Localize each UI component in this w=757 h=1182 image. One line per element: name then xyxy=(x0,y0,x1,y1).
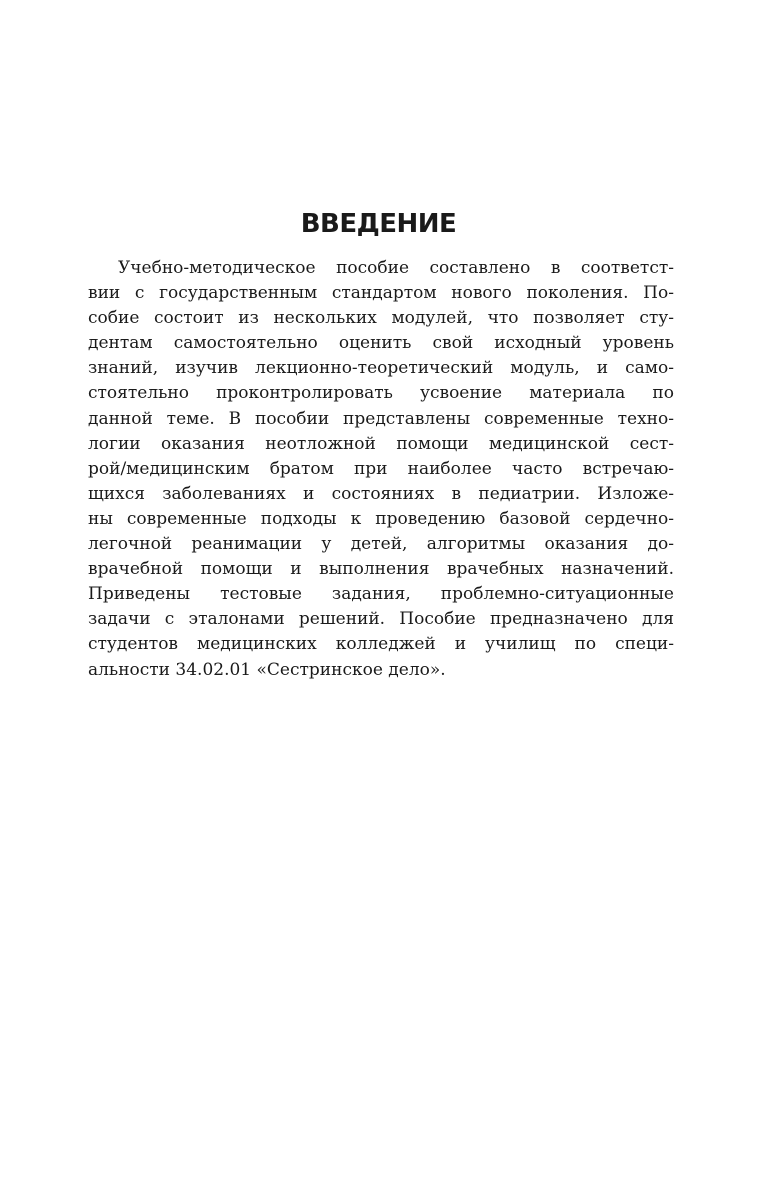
paragraph-line: логии оказания неотложной помощи медицинской сест- xyxy=(88,433,674,454)
paragraph-line: данной теме. В пособии представлены современные техно- xyxy=(88,408,674,429)
introduction-paragraph xyxy=(88,256,674,683)
paragraph-line: задачи с эталонами решений. Пособие предназначено для xyxy=(88,609,674,630)
paragraph-line: стоятельно проконтролировать усвоение материала по xyxy=(88,383,674,404)
paragraph-line: Приведены тестовые задания, проблемно-ситуационные xyxy=(88,584,674,605)
paragraph-line: легочной реанимации у детей, алгоритмы оказания до- xyxy=(88,534,674,555)
paragraph-line: врачебной помощи и выполнения врачебных назначений. xyxy=(88,559,674,580)
paragraph-line: альности 34.02.01 «Сестринское дело». xyxy=(88,659,446,680)
paragraph-line: рой/медицинским братом при наиболее часто встречаю- xyxy=(88,458,674,479)
paragraph-line: щихся заболеваниях и состояниях в педиатрии. Изложе- xyxy=(88,483,674,504)
paragraph-line: собие состоит из нескольких модулей, что позволяет сту- xyxy=(88,308,674,329)
paragraph-line: знаний, изучив лекционно-теоретический модуль, и само- xyxy=(88,358,674,379)
paragraph-line: вии с государственным стандартом нового поколения. По- xyxy=(88,283,674,304)
paragraph-line: студентов медицинских колледжей и училищ по специ- xyxy=(88,634,674,655)
paragraph-line: ны современные подходы к проведению базовой сердечно- xyxy=(88,508,674,529)
page-title: ВВЕДЕНИЕ xyxy=(300,209,457,239)
paragraph-line: дентам самостоятельно оценить свой исходный уровень xyxy=(88,333,674,354)
paragraph-line: Учебно-методическое пособие составлено в соответст- xyxy=(118,258,674,278)
